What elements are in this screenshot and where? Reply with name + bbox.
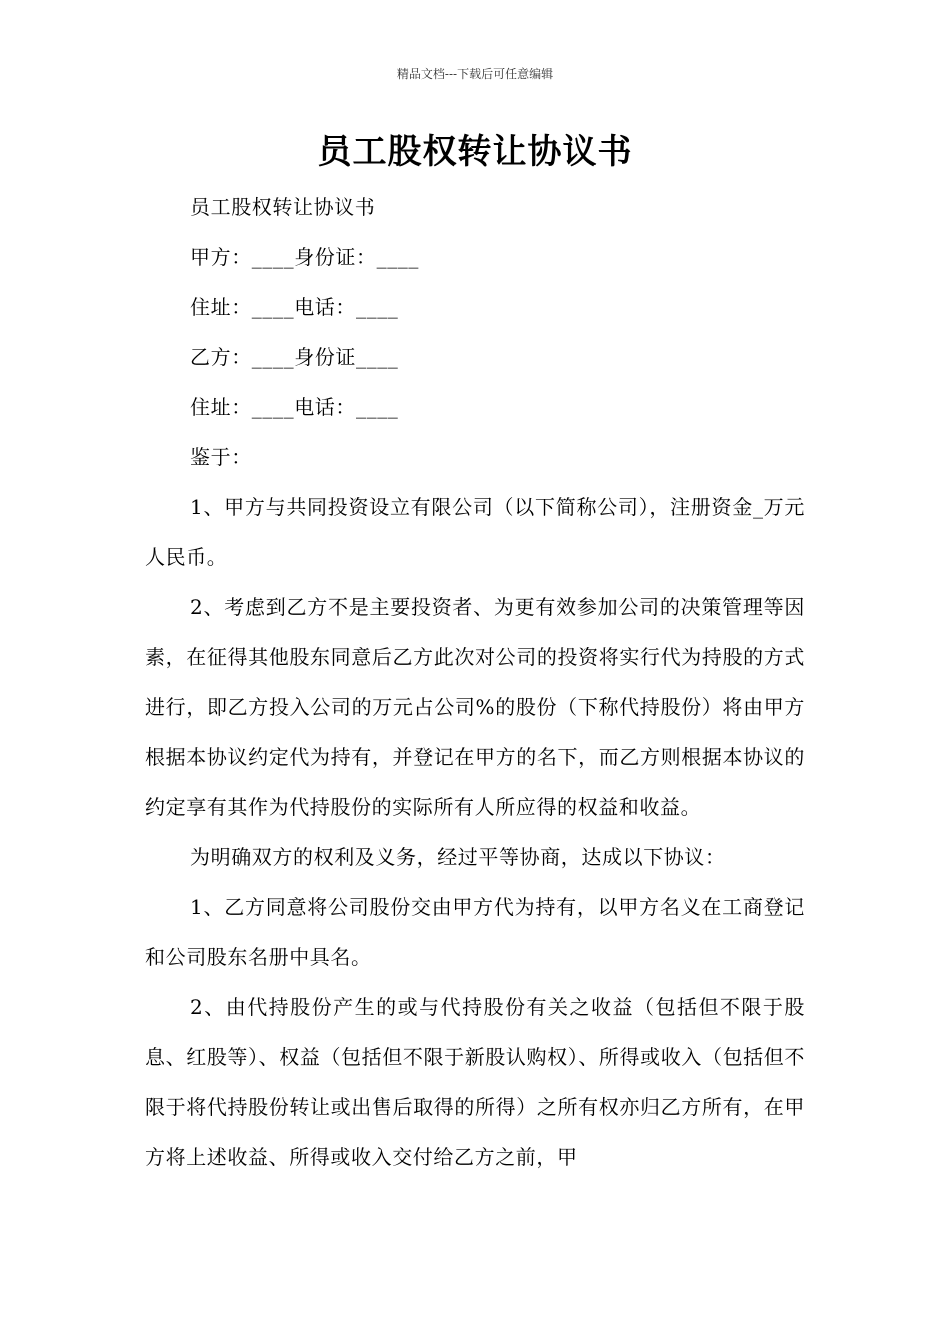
header-note: 精品文档---下载后可任意编辑	[396, 67, 554, 81]
paragraph-party-b-address: 住址：____电话：____	[190, 395, 399, 419]
document-body	[145, 182, 805, 1182]
paragraph-recital-2: 2、考虑到乙方不是主要投资者、为更有效参加公司的决策管理等因素，在征得其他股东同意后乙方此次对公司的投资将实行代为持股的方式进行，即乙方投入公司的万元占公司%的股份（下称代持股份）将由甲方根据本协议约定代为持有，并登记在甲方的名下，而乙方则根据本协议的约定享有其作为代持股份的实际所有人所应得的权益和收益。	[145, 595, 805, 819]
paragraph-subtitle: 员工股权转让协议书	[190, 195, 376, 219]
paragraph-party-a: 甲方：____身份证：____	[190, 245, 419, 269]
paragraph-clause-1: 1、乙方同意将公司股份交由甲方代为持有，以甲方名义在工商登记和公司股东名册中具名。	[145, 895, 805, 969]
paragraph-clause-2: 2、由代持股份产生的或与代持股份有关之收益（包括但不限于股息、红股等）、权益（包括但不限于新股认购权）、所得或收入（包括但不限于将代持股份转让或出售后取得的所得）之所有权亦归乙方所有，在甲方将上述收益、所得或收入交付给乙方之前，甲	[145, 995, 805, 1169]
paragraph-party-a-address: 住址：____电话：____	[190, 295, 399, 319]
paragraph-whereas: 鉴于：	[190, 445, 252, 469]
paragraph-party-b: 乙方：____身份证____	[190, 345, 399, 369]
paragraph-recital-1: 1、甲方与共同投资设立有限公司（以下简称公司），注册资金_万元人民币。	[145, 495, 805, 569]
document-title: 员工股权转让协议书	[317, 132, 633, 172]
paragraph-agreement-intro: 为明确双方的权利及义务，经过平等协商，达成以下协议：	[190, 845, 726, 869]
